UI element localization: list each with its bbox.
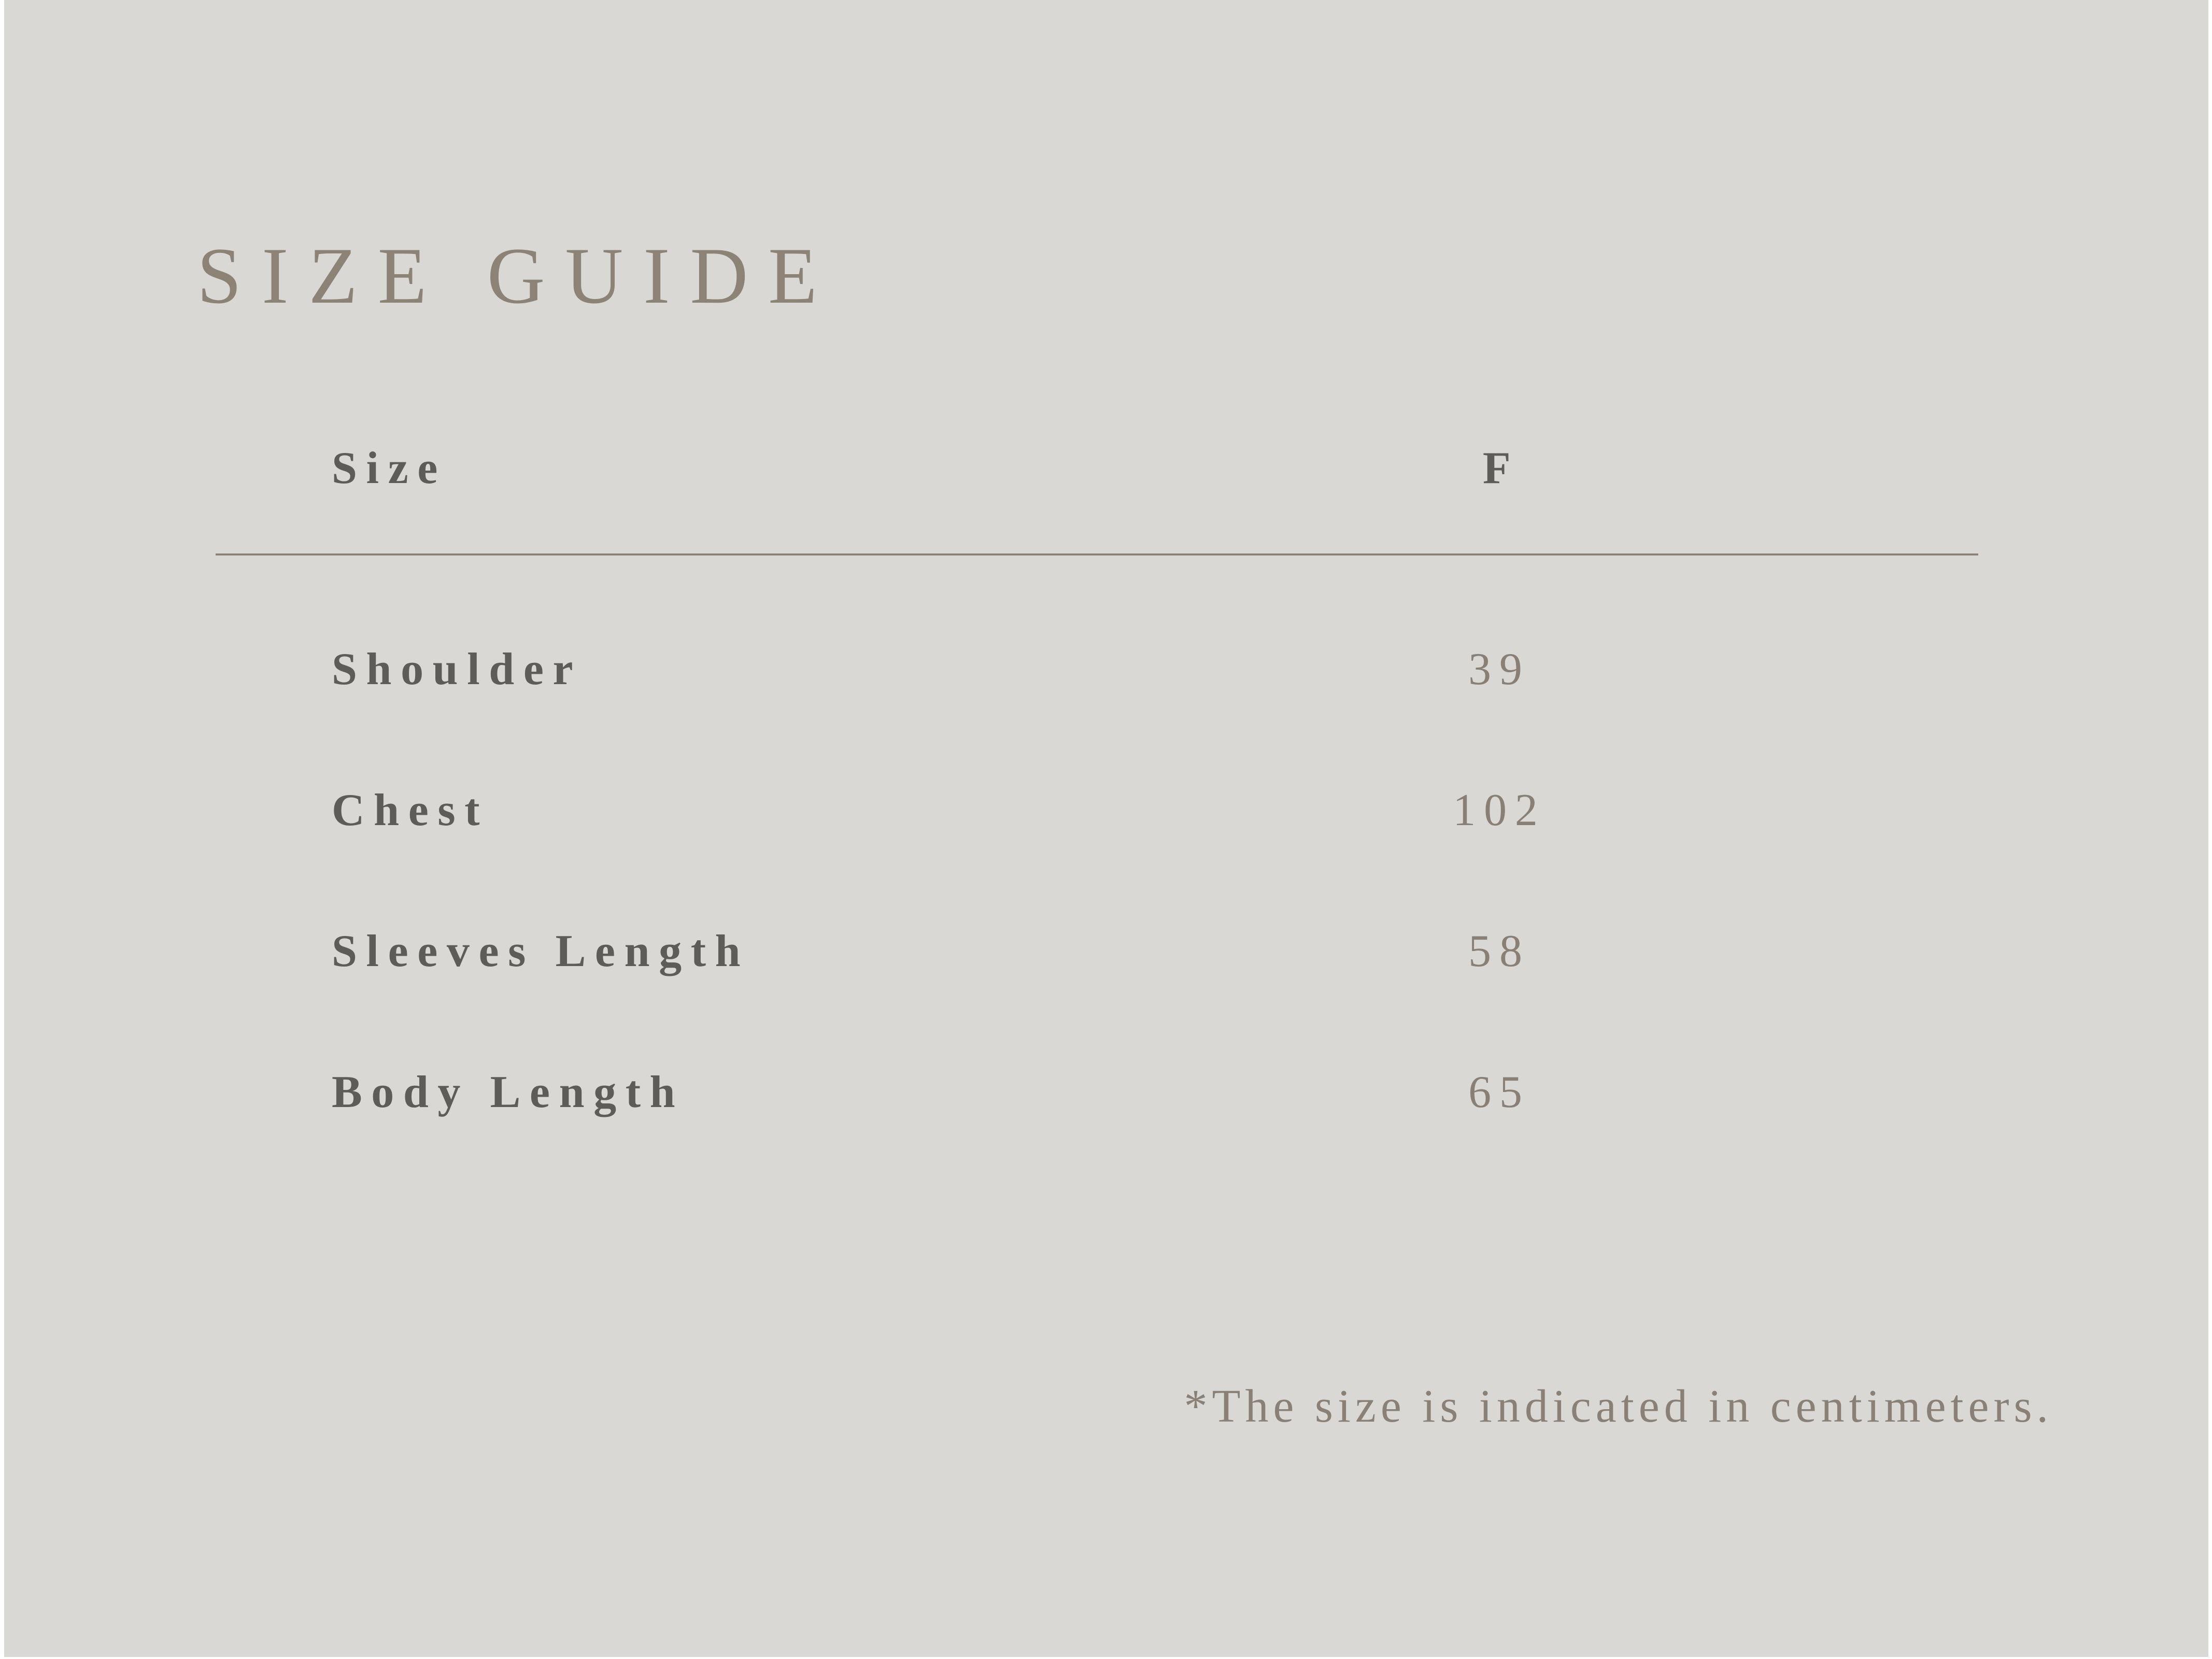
column-header-f: F bbox=[1482, 443, 1516, 493]
table-row bbox=[4, 926, 2208, 991]
measurement-value-chest: 102 bbox=[1453, 785, 1546, 835]
header-divider-line bbox=[216, 554, 1978, 556]
page-title: SIZE GUIDE bbox=[197, 231, 838, 320]
measurement-label-shoulder: Shoulder bbox=[332, 644, 583, 694]
table-row bbox=[4, 644, 2208, 709]
measurement-value-body-length: 65 bbox=[1468, 1067, 1530, 1117]
column-header-size: Size bbox=[332, 443, 447, 493]
measurement-label-chest: Chest bbox=[332, 785, 489, 835]
table-row bbox=[4, 1067, 2208, 1132]
size-unit-note: *The size is indicated in centimeters. bbox=[1184, 1381, 2053, 1432]
measurement-value-sleeves-length: 58 bbox=[1468, 926, 1530, 976]
measurement-label-sleeves-length: Sleeves Length bbox=[332, 926, 750, 976]
measurement-value-shoulder: 39 bbox=[1468, 644, 1530, 694]
measurement-label-body-length: Body Length bbox=[332, 1067, 685, 1117]
table-row bbox=[4, 785, 2208, 850]
table-header-row bbox=[4, 443, 2208, 503]
size-guide-panel bbox=[4, 0, 2208, 1657]
